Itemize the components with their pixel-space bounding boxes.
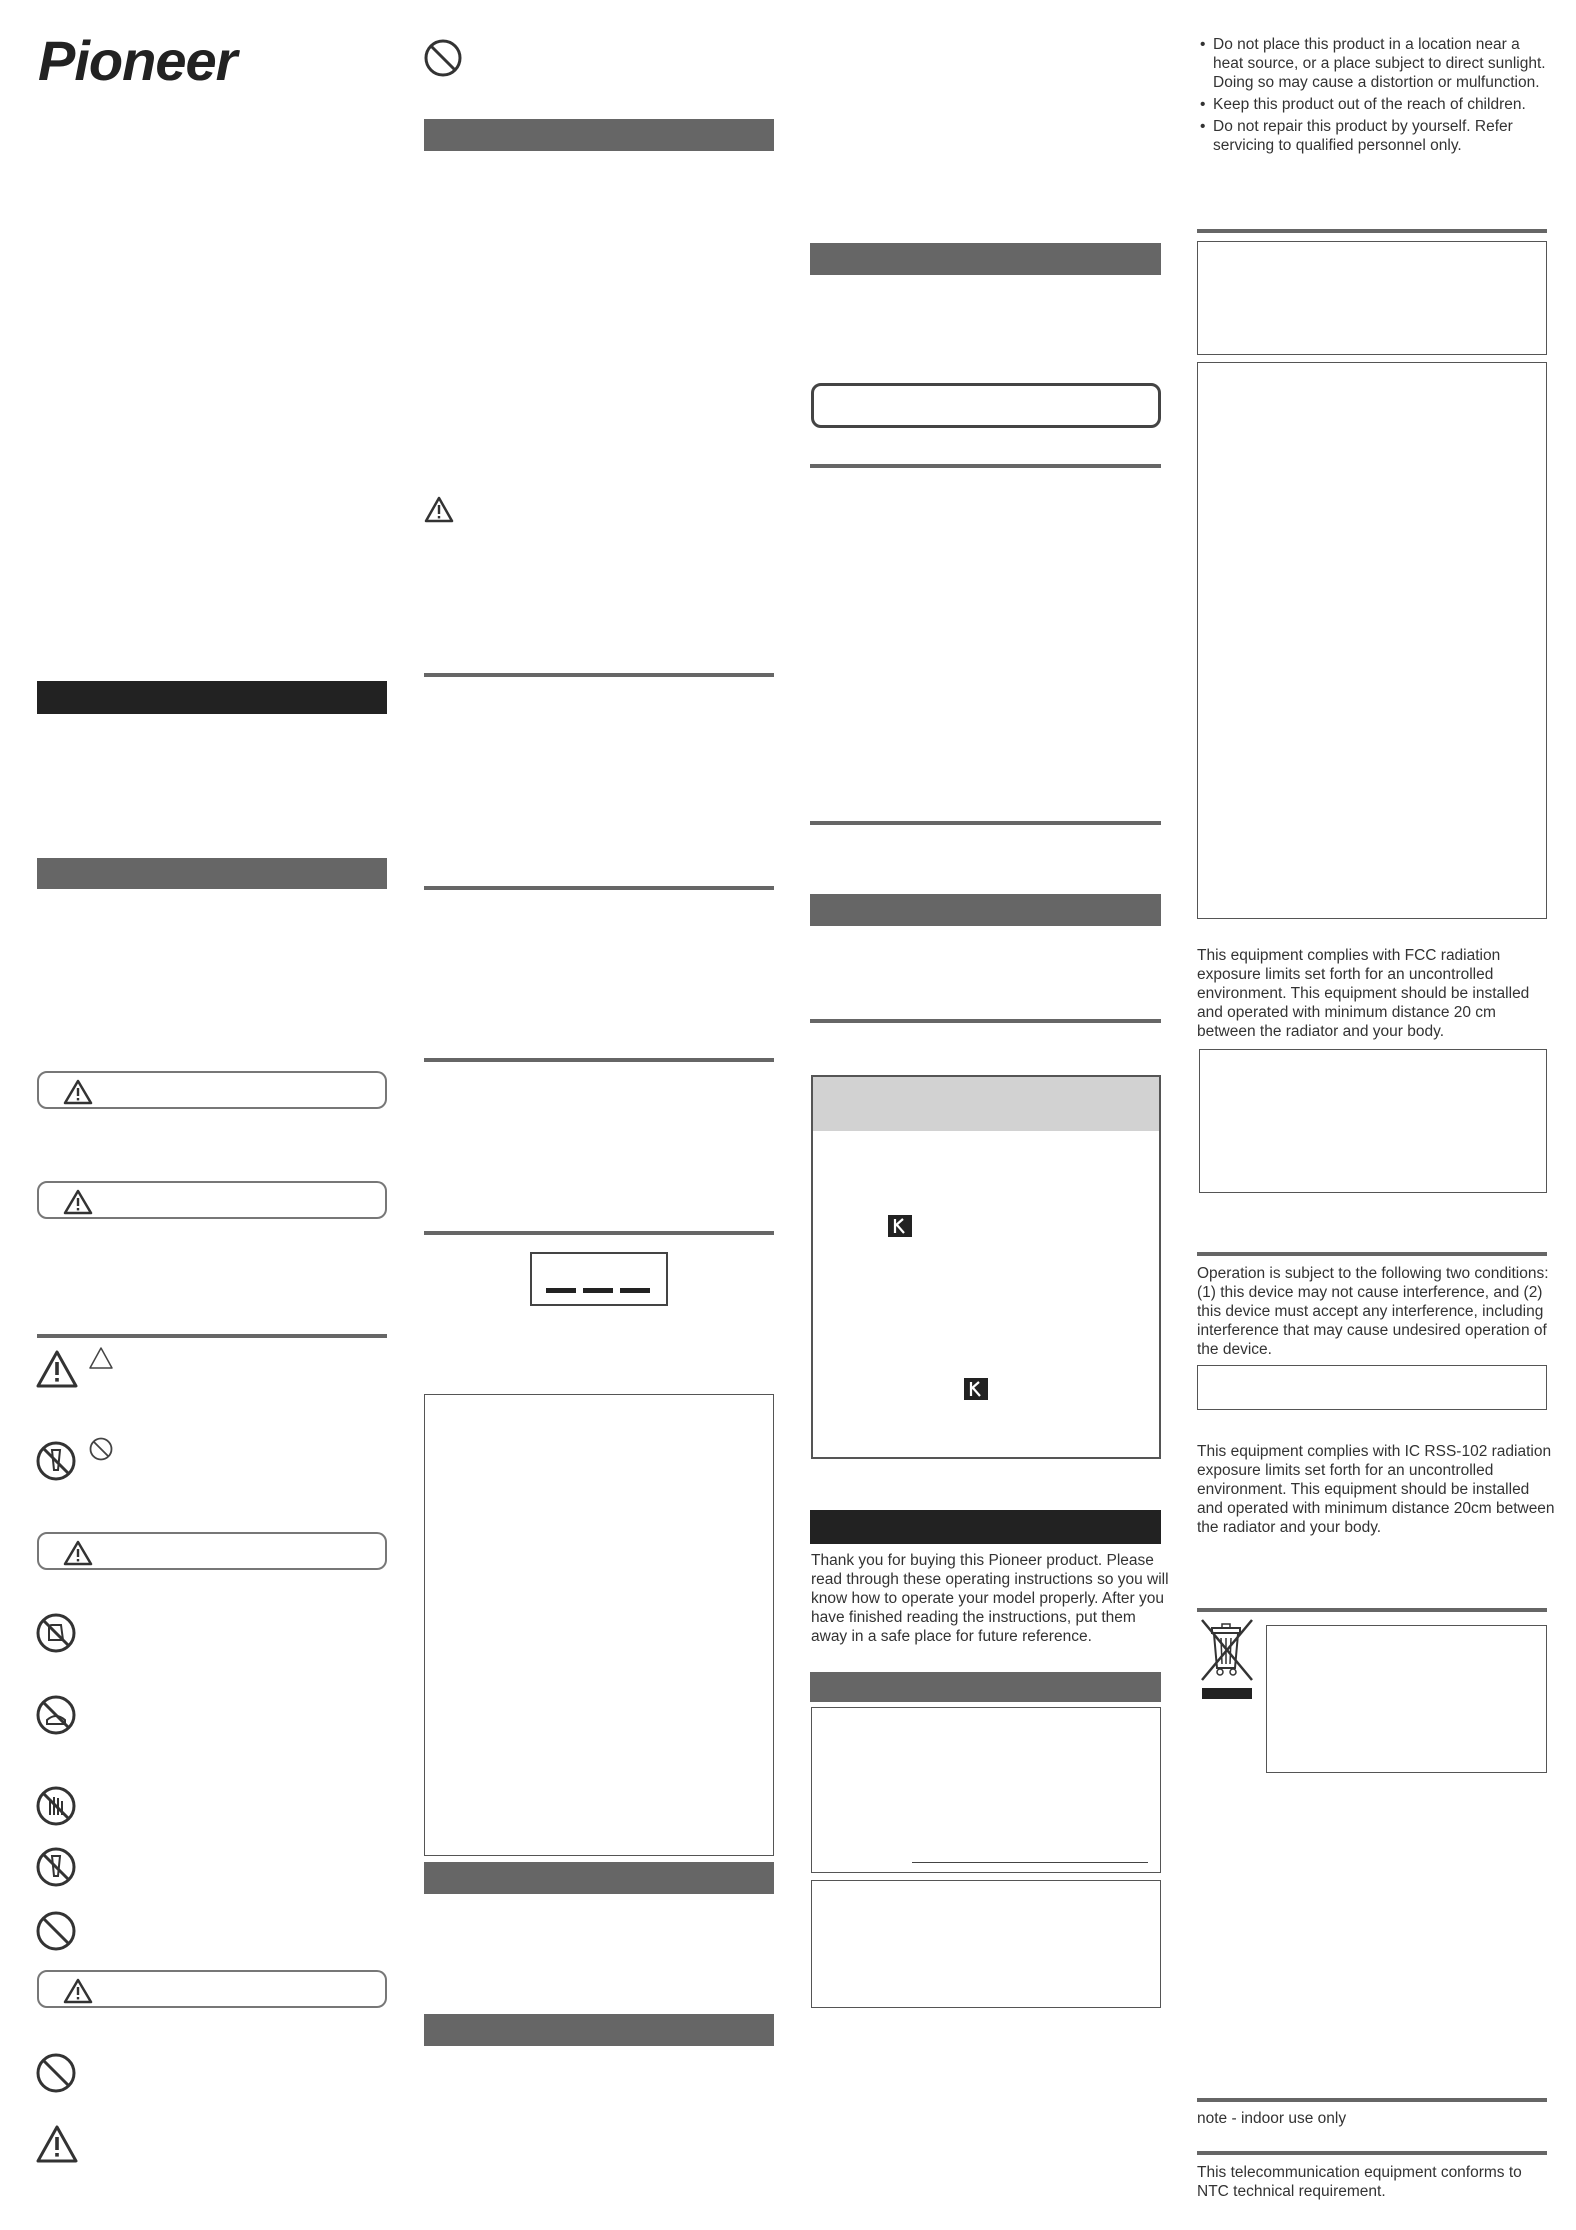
section-header-gray-4 [424, 2014, 774, 2046]
no-water-icon [35, 1694, 77, 1736]
list-item: • Keep this product out of the reach of children. [1200, 96, 1526, 113]
fcc-radiation-text: This equipment complies with FCC radiation exposure limits set forth for an uncontrolled environment. This equipment should be installed and operated with minimum distance 20 cm between the radiator and your body. [1197, 947, 1530, 1040]
certification-box-header [813, 1077, 1159, 1131]
divider [424, 1058, 774, 1062]
content-box [1199, 1049, 1547, 1193]
divider [424, 1231, 774, 1235]
kc-mark-icon [963, 1377, 989, 1401]
section-header-black-1 [37, 681, 387, 714]
divider [1197, 1608, 1547, 1612]
content-box-tall [1197, 362, 1547, 919]
divider [1197, 2098, 1547, 2102]
pioneer-logo [36, 30, 346, 90]
warning-triangle-icon [63, 1540, 93, 1566]
display-indicator-box [530, 1252, 668, 1306]
rounded-label-box [811, 383, 1161, 428]
prohibited-circle-icon [35, 2052, 77, 2094]
content-box [811, 1880, 1161, 2008]
kc-mark-icon [887, 1214, 913, 1238]
indoor-note-text: note - indoor use only [1197, 2110, 1347, 2127]
warning-label-box-2 [37, 1181, 387, 1219]
divider [37, 1334, 387, 1338]
divider [1197, 2151, 1547, 2155]
divider [1197, 229, 1547, 233]
svg-text:Pioneer: Pioneer [38, 30, 237, 90]
content-box [811, 1707, 1161, 1873]
display-segment [620, 1288, 650, 1293]
section-header-gray-2 [424, 119, 774, 151]
ntc-note-text: This telecommunication equipment conforms to NTC technical requirement. [1197, 2164, 1522, 2200]
display-segment [583, 1288, 613, 1293]
operation-conditions-paragraph [1197, 1264, 1557, 1359]
fcc-radiation-paragraph [1197, 946, 1557, 1041]
bullet-text: Keep this product out of the reach of children. [1213, 96, 1526, 113]
divider [810, 1019, 1161, 1023]
do-not-disassemble-icon [35, 1440, 77, 1482]
warning-triangle-small-icon [88, 1346, 114, 1370]
warning-triangle-icon [35, 2124, 79, 2164]
ic-radiation-paragraph [1197, 1442, 1557, 1537]
content-box [1197, 1365, 1547, 1410]
content-box-large [424, 1394, 774, 1856]
list-item: • Do not place this product in a location near a heat source, or a place subject to direct sunlight. Doing so may cause a distortion or mulfunction. [1200, 36, 1546, 91]
divider [1197, 1252, 1547, 1256]
safety-bullet-list [1198, 35, 1554, 155]
operation-conditions-text: Operation is subject to the following two conditions: (1) this device may not cause interference, and (2) this device must accept any interference, including interference that may cause undesired operation of the device. [1197, 1265, 1549, 1358]
warning-label-box-4 [37, 1970, 387, 2008]
prohibited-circle-small-icon [88, 1436, 114, 1462]
crossed-bin-icon [1198, 1618, 1258, 1702]
warning-label-box-1 [37, 1071, 387, 1109]
intro-paragraph [811, 1551, 1171, 1646]
intro-text: Thank you for buying this Pioneer product. Please read through these operating instructions so you will know how to operate your model properly. After you have finished reading the instructions, put them away in a safe place for future reference. [811, 1552, 1169, 1645]
warning-triangle-icon [35, 1349, 79, 1389]
divider [810, 464, 1161, 468]
section-header-gray-5 [810, 243, 1161, 275]
section-header-gray-3 [424, 1862, 774, 1894]
do-not-disassemble-icon [35, 1846, 77, 1888]
bullet-text: Do not repair this product by yourself. Refer servicing to qualified personnel only. [1213, 118, 1513, 154]
divider [810, 821, 1161, 825]
no-touch-icon [35, 1785, 77, 1827]
content-box [1197, 241, 1547, 355]
warning-label-box-3 [37, 1532, 387, 1570]
display-segment [546, 1288, 576, 1293]
indoor-note [1197, 2109, 1547, 2128]
list-item: • Do not repair this product by yourself. Refer servicing to qualified personnel only. [1200, 118, 1513, 154]
section-header-gray-1 [37, 858, 387, 889]
divider [424, 673, 774, 677]
no-wet-hands-icon [35, 1612, 77, 1654]
section-header-black-2 [810, 1510, 1161, 1544]
ic-radiation-text: This equipment complies with IC RSS-102 radiation exposure limits set forth for an uncontrolled environment. This equipment should be installed and operated with minimum distance 20cm between the radiator and your body. [1197, 1443, 1555, 1536]
bullet-text: Do not place this product in a location near a heat source, or a place subject to direct sunlight. Doing so may cause a distortion or mulfunction. [1213, 36, 1546, 91]
divider [424, 886, 774, 890]
warning-triangle-icon [63, 1079, 93, 1105]
certification-box [811, 1075, 1161, 1459]
prohibited-circle-icon [423, 38, 463, 78]
warning-triangle-icon [63, 1978, 93, 2004]
section-header-gray-7 [810, 1672, 1161, 1702]
signature-line [912, 1862, 1148, 1863]
prohibited-circle-icon [35, 1910, 77, 1952]
warning-triangle-icon [424, 496, 454, 524]
weee-info-box [1266, 1625, 1547, 1773]
ntc-note [1197, 2163, 1557, 2201]
section-header-gray-6 [810, 894, 1161, 926]
warning-triangle-icon [63, 1189, 93, 1215]
